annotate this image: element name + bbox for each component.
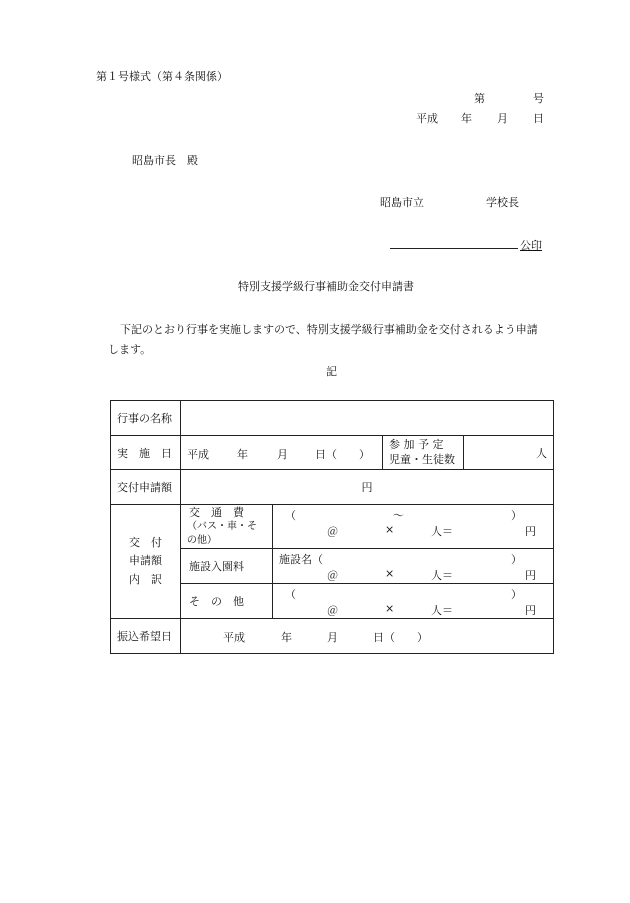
- facility-field[interactable]: [273, 549, 554, 584]
- transfer-date-label: 振込希望日: [111, 619, 181, 654]
- transfer-day: 日（ ）: [373, 631, 428, 645]
- application-form-table: [110, 400, 554, 654]
- amount-unit: 円: [361, 481, 373, 494]
- participants-label-line2: 児童・生徒数: [389, 452, 455, 466]
- calc-times: ×: [385, 567, 395, 581]
- date-day: 日: [533, 112, 544, 125]
- transport-label-line1: 交 通 費: [189, 506, 244, 519]
- date-month: 月: [497, 112, 508, 125]
- other-label: そ の 他: [181, 584, 273, 619]
- table-row: [111, 401, 554, 436]
- form-number-label: 第１号様式（第４条関係）: [96, 70, 228, 83]
- transport-open-paren: （: [285, 509, 296, 522]
- document-number-gou: 号: [533, 92, 544, 105]
- facility-label: 施設入園料: [181, 549, 273, 584]
- date-year: 年: [461, 112, 472, 125]
- seal-signature-line: [390, 248, 518, 249]
- transfer-month: 月: [327, 631, 338, 645]
- calc-yen: 円: [525, 604, 536, 618]
- calc-yen: 円: [525, 525, 536, 538]
- transport-label: [181, 505, 273, 549]
- calc-at-sign: ＠: [327, 525, 338, 538]
- other-field[interactable]: [273, 584, 554, 619]
- table-row: [111, 436, 554, 470]
- school-prefix: 昭島市立: [380, 196, 424, 209]
- implementation-date-field[interactable]: [181, 436, 383, 470]
- breakdown-label-line2: 申請額: [129, 554, 162, 568]
- breakdown-label: [111, 505, 181, 619]
- breakdown-label-line3: 内 訳: [129, 573, 162, 587]
- participants-label: [383, 436, 464, 470]
- other-open-paren: （: [285, 588, 296, 602]
- facility-name-label: 施設名（: [279, 553, 323, 567]
- facility-close-paren: ）: [511, 553, 522, 567]
- transport-tilde: ～: [393, 509, 404, 522]
- transfer-year: 年: [281, 631, 292, 645]
- event-name-field[interactable]: [181, 401, 554, 436]
- body-text-line1: 下記のとおり行事を実施しますので、特別支援学級行事補助金を交付されるよう申請: [120, 323, 538, 336]
- event-name-label: 行事の名称: [111, 401, 181, 436]
- participants-unit: 人: [536, 446, 547, 460]
- transfer-date-field[interactable]: [181, 619, 554, 654]
- participants-label-line1: 参 加 予 定: [389, 437, 444, 451]
- breakdown-label-line1: 交 付: [129, 535, 162, 549]
- school-suffix: 学校長: [486, 196, 519, 209]
- calc-at-sign: ＠: [327, 569, 338, 583]
- other-close-paren: ）: [511, 588, 522, 602]
- table-row: [111, 619, 554, 654]
- participants-field[interactable]: [464, 436, 554, 470]
- table-row: [111, 470, 554, 505]
- impl-year: 年: [237, 448, 248, 461]
- transport-label-line2: （バス・車・その他）: [187, 521, 257, 547]
- transport-field[interactable]: [273, 505, 554, 549]
- calc-yen: 円: [525, 569, 536, 583]
- document-title: 特別支援学級行事補助金交付申請書: [238, 280, 414, 293]
- addressee: 昭島市長 殿: [132, 154, 198, 167]
- implementation-date-label: 実 施 日: [111, 436, 181, 470]
- seal-label: 公印: [520, 239, 542, 252]
- amount-label: 交付申請額: [111, 470, 181, 505]
- impl-day: 日（ ）: [315, 448, 370, 461]
- document-number-dai: 第: [474, 92, 485, 105]
- impl-era: 平成: [187, 448, 209, 461]
- amount-field[interactable]: [181, 470, 554, 505]
- date-era: 平成: [416, 112, 438, 125]
- transfer-era: 平成: [223, 631, 245, 645]
- calc-at-sign: ＠: [327, 604, 338, 618]
- transport-close-paren: ）: [511, 509, 522, 522]
- calc-people: 人＝: [431, 525, 453, 538]
- impl-month: 月: [277, 448, 288, 461]
- calc-people: 人＝: [431, 604, 453, 618]
- table-row: [111, 505, 554, 549]
- ki-heading: 記: [326, 365, 337, 378]
- calc-people: 人＝: [431, 569, 453, 583]
- calc-times: ×: [385, 523, 395, 536]
- body-text-line2: します。: [108, 343, 152, 356]
- calc-times: ×: [385, 602, 395, 616]
